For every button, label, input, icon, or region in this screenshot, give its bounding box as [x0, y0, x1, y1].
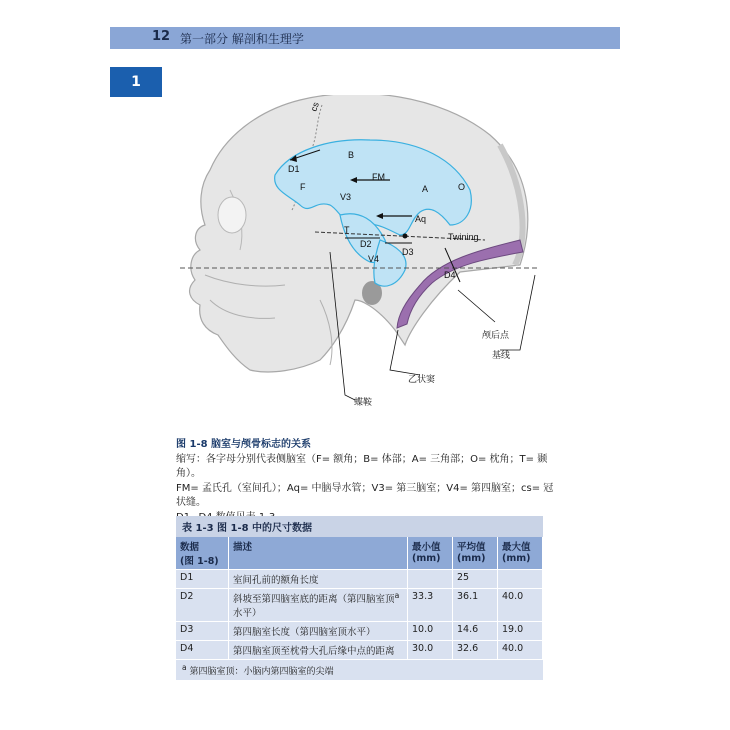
page-header — [110, 27, 620, 49]
label-FM: FM — [372, 172, 385, 182]
label-opisthion: 颅后点 — [482, 331, 510, 341]
header-max: 最大值 (mm) — [498, 537, 543, 570]
caption-line-2: FM= 孟氏孔（室间孔）；Aq= 中脑导水管；V3= 第三脑室；V4= 第四脑室；cs= 冠状缝。 — [176, 482, 554, 508]
table-footnote: $^a$ 第四脑室顶：小脑内第四脑室的尖端 — [176, 659, 543, 680]
label-sigmoid-sinus: 乙状窦 — [408, 375, 436, 385]
label-V4: V4 — [368, 254, 380, 264]
header-desc: 描述 — [229, 537, 408, 570]
label-D2: D2 — [360, 239, 372, 249]
label-baseline: 基线 — [492, 351, 511, 361]
caption-line-1: 缩写：各字母分别代表侧脑室（F= 额角；B= 体部；A= 三角部；O= 枕角；T= 颞角）。 — [176, 453, 548, 479]
label-D3: D3 — [402, 247, 414, 257]
skull-ventricle-figure — [170, 95, 560, 430]
label-T: T — [344, 225, 350, 235]
label-D4: D4 — [444, 270, 456, 280]
chapter-tab: 1 — [110, 67, 162, 97]
label-Twining: Twining — [448, 232, 479, 242]
label-O: O — [458, 182, 466, 192]
table-row: D1 室间孔前的额角长度 25 — [176, 570, 543, 589]
label-V3: V3 — [340, 192, 352, 202]
table-row: D3 第四脑室长度（第四脑室顶水平） 10.0 14.6 19.0 — [176, 622, 543, 641]
dimension-table — [176, 516, 543, 680]
table-row: D4 第四脑室顶至枕骨大孔后缘中点的距离 30.0 32.6 40.0 — [176, 641, 543, 660]
label-sella: 蝶鞍 — [354, 398, 373, 408]
label-Aq: Aq — [415, 214, 427, 224]
table-row: D2 斜坡至第四脑室底的距离（第四脑室顶$^a$ 水平） 33.3 36.1 40.0 — [176, 589, 543, 622]
table-title: 表 1-3 图 1-8 中的尺寸数据 — [176, 516, 543, 537]
section-title: 第一部分 解剖和生理学 — [180, 32, 304, 46]
page-number: 12 — [152, 29, 171, 44]
label-F: F — [300, 182, 306, 192]
header-data: 数据 (图 1-8) — [176, 537, 229, 570]
label-A: A — [422, 184, 429, 194]
figure-caption — [176, 438, 556, 525]
label-cs: cs — [308, 100, 321, 113]
label-D1: D1 — [288, 164, 300, 174]
caption-title: 图 1-8 脑室与颅骨标志的关系 — [176, 439, 312, 450]
header-min: 最小值 (mm) — [408, 537, 453, 570]
label-B: B — [348, 150, 355, 160]
header-avg: 平均值 (mm) — [453, 537, 498, 570]
